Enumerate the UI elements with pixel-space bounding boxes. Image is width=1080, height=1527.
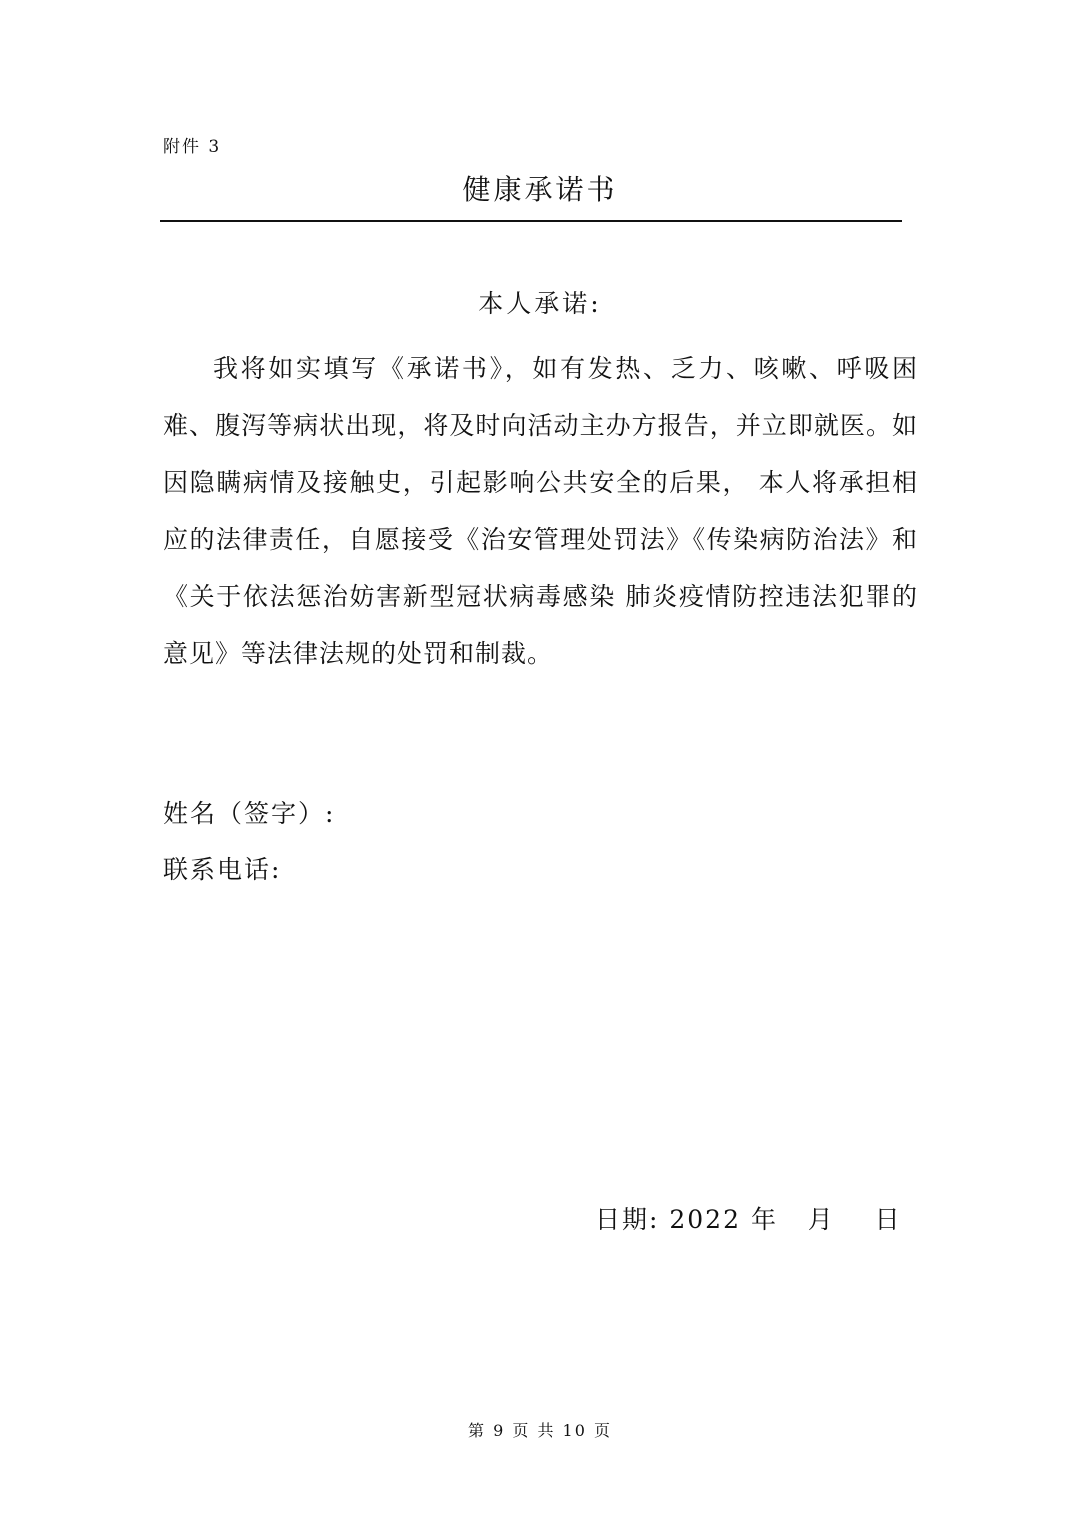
document-title: 健康承诺书 <box>462 173 618 206</box>
signature-field-label: 姓名（签字）: <box>163 799 336 828</box>
pledge-heading: 本人承诺: <box>478 289 602 318</box>
page-footer: 第 9 页 共 10 页 <box>468 1421 612 1440</box>
date-line: 日期: 2022 年 月 日 <box>595 1205 902 1234</box>
phone-field-label: 联系电话: <box>163 855 282 884</box>
title-divider <box>160 220 902 222</box>
pledge-body: 我将如实填写《承诺书》，如有发热、乏力、咳嗽、呼吸困难、腹泻等病状出现，将及时向活动主办方报告，并立即就医。如因隐瞒病情及接触史，引起影响公共安全的后果， 本人将承担相应的法律责任，自愿接受《治安管理处罚法》《传染病防治法》和《关于依法惩治妨害新型冠状病毒感染 肺炎疫情防控违法犯罪的意见》等法律法规的处罚和制裁。 <box>163 354 918 668</box>
attachment-label: 附件 3 <box>163 137 222 157</box>
